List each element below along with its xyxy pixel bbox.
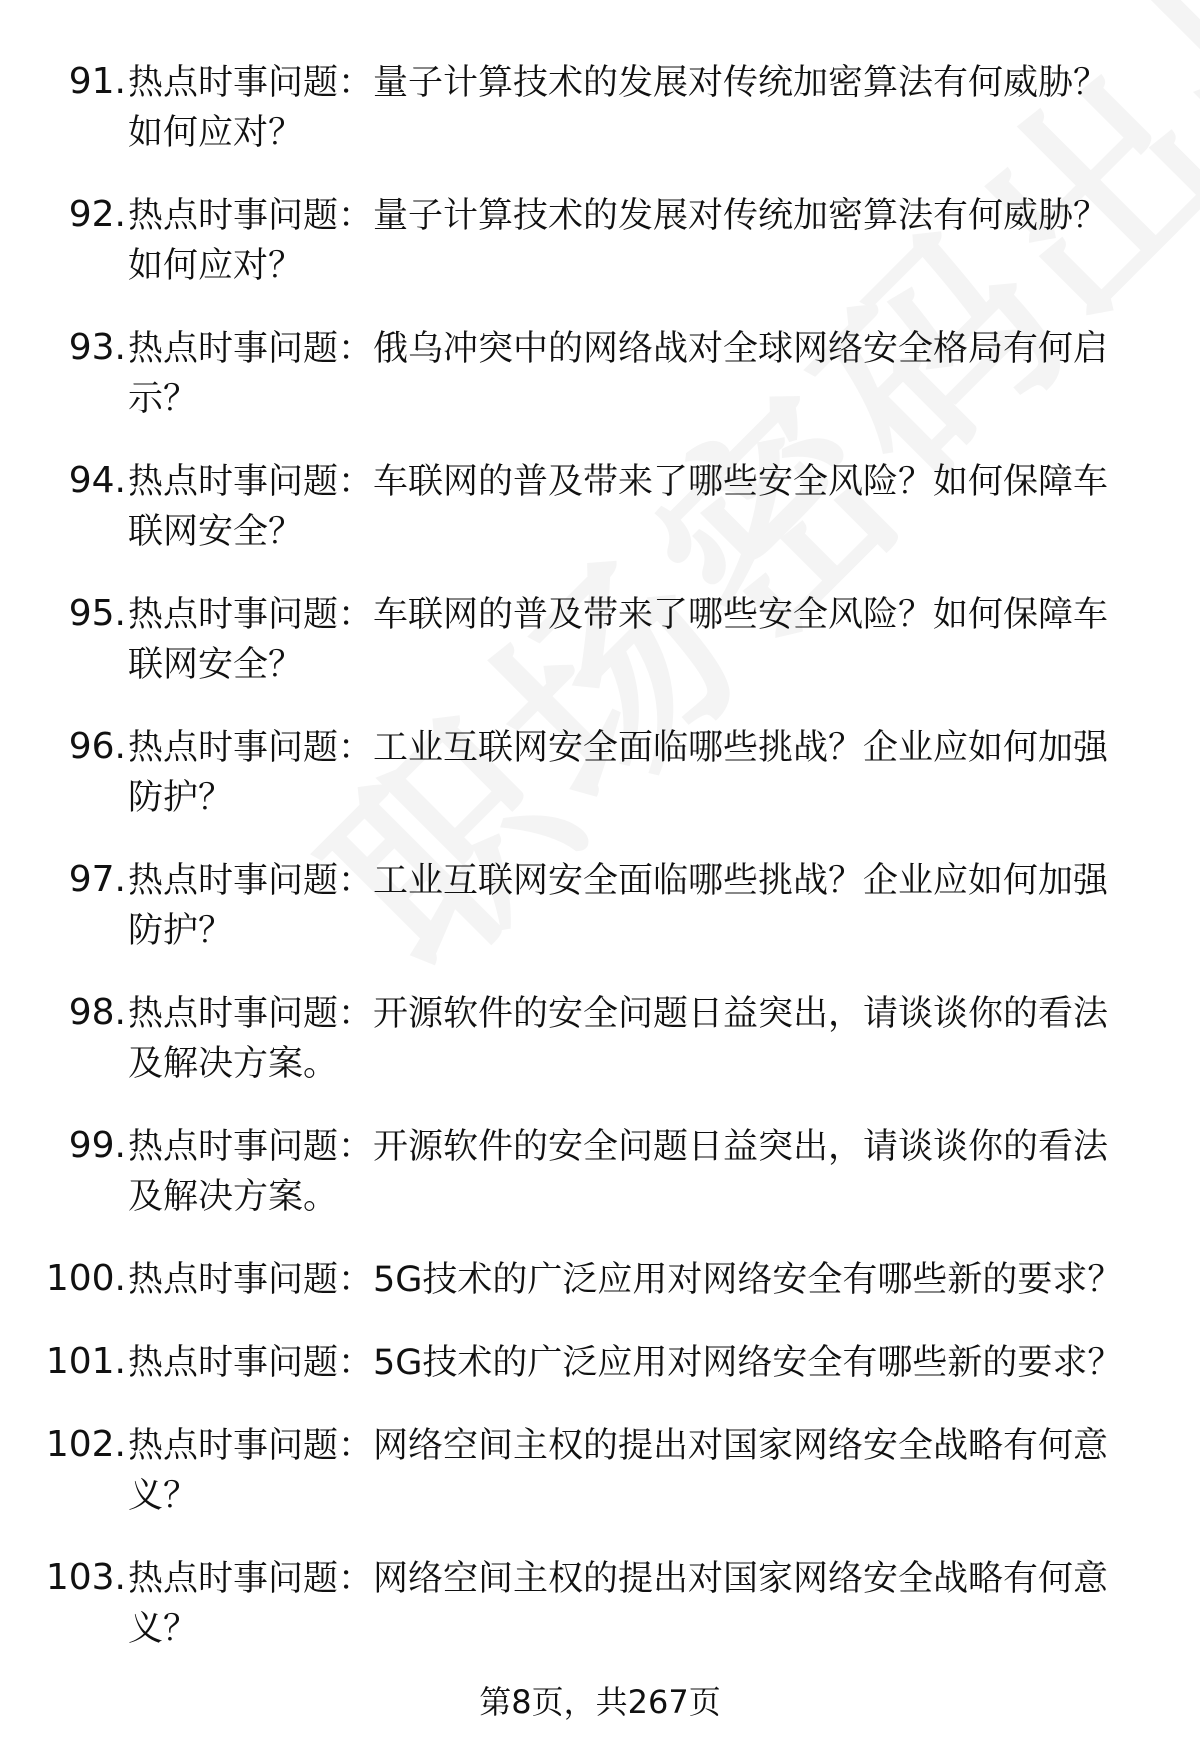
item-text: 热点时事问题：网络空间主权的提出对国家网络安全战略有何意义？ — [128, 1559, 1109, 1649]
item-text: 热点时事问题：量子计算技术的发展对传统加密算法有何威胁？如何应对？ — [128, 196, 1109, 286]
item-text: 热点时事问题：量子计算技术的发展对传统加密算法有何威胁？如何应对？ — [128, 63, 1109, 153]
item-text: 热点时事问题：车联网的普及带来了哪些安全风险？如何保障车联网安全？ — [128, 462, 1109, 552]
list-item — [0, 1122, 1200, 1222]
item-number: 103. — [45, 1557, 126, 1598]
item-text: 热点时事问题：网络空间主权的提出对国家网络安全战略有何意义？ — [128, 1426, 1109, 1516]
list-item — [0, 1554, 1200, 1654]
list-item — [0, 324, 1200, 424]
list-item — [0, 856, 1200, 956]
question-list — [0, 58, 1200, 1687]
item-number: 99. — [68, 1125, 126, 1166]
list-item — [0, 1255, 1200, 1305]
item-text: 热点时事问题：开源软件的安全问题日益突出，请谈谈你的看法及解决方案。 — [128, 1127, 1109, 1217]
item-number: 93. — [68, 327, 126, 368]
item-number: 101. — [45, 1341, 126, 1382]
item-number: 102. — [45, 1424, 126, 1465]
item-text: 热点时事问题：工业互联网安全面临哪些挑战？企业应如何加强防护？ — [128, 861, 1109, 951]
item-number: 100. — [45, 1258, 126, 1299]
item-text: 热点时事问题：俄乌冲突中的网络战对全球网络安全格局有何启示？ — [128, 329, 1109, 419]
item-number: 98. — [68, 992, 126, 1033]
item-number: 91. — [68, 61, 126, 102]
item-text: 热点时事问题：车联网的普及带来了哪些安全风险？如何保障车联网安全？ — [128, 595, 1109, 685]
item-number: 96. — [68, 726, 126, 767]
list-item — [0, 1338, 1200, 1388]
list-item — [0, 989, 1200, 1089]
page-footer: 第8页，共267页 — [479, 1683, 721, 1721]
item-text: 热点时事问题：开源软件的安全问题日益突出，请谈谈你的看法及解决方案。 — [128, 994, 1109, 1084]
list-item — [0, 590, 1200, 690]
list-item — [0, 191, 1200, 291]
list-item — [0, 457, 1200, 557]
list-item — [0, 58, 1200, 158]
item-number: 97. — [68, 859, 126, 900]
item-number: 95. — [68, 593, 126, 634]
item-text: 热点时事问题：工业互联网安全面临哪些挑战？企业应如何加强防护？ — [128, 728, 1109, 818]
item-number: 92. — [68, 194, 126, 235]
item-text: 热点时事问题：5G技术的广泛应用对网络安全有哪些新的要求？ — [128, 1343, 1123, 1383]
list-item — [0, 1421, 1200, 1521]
list-item — [0, 723, 1200, 823]
item-text: 热点时事问题：5G技术的广泛应用对网络安全有哪些新的要求？ — [128, 1260, 1123, 1300]
item-number: 94. — [68, 460, 126, 501]
